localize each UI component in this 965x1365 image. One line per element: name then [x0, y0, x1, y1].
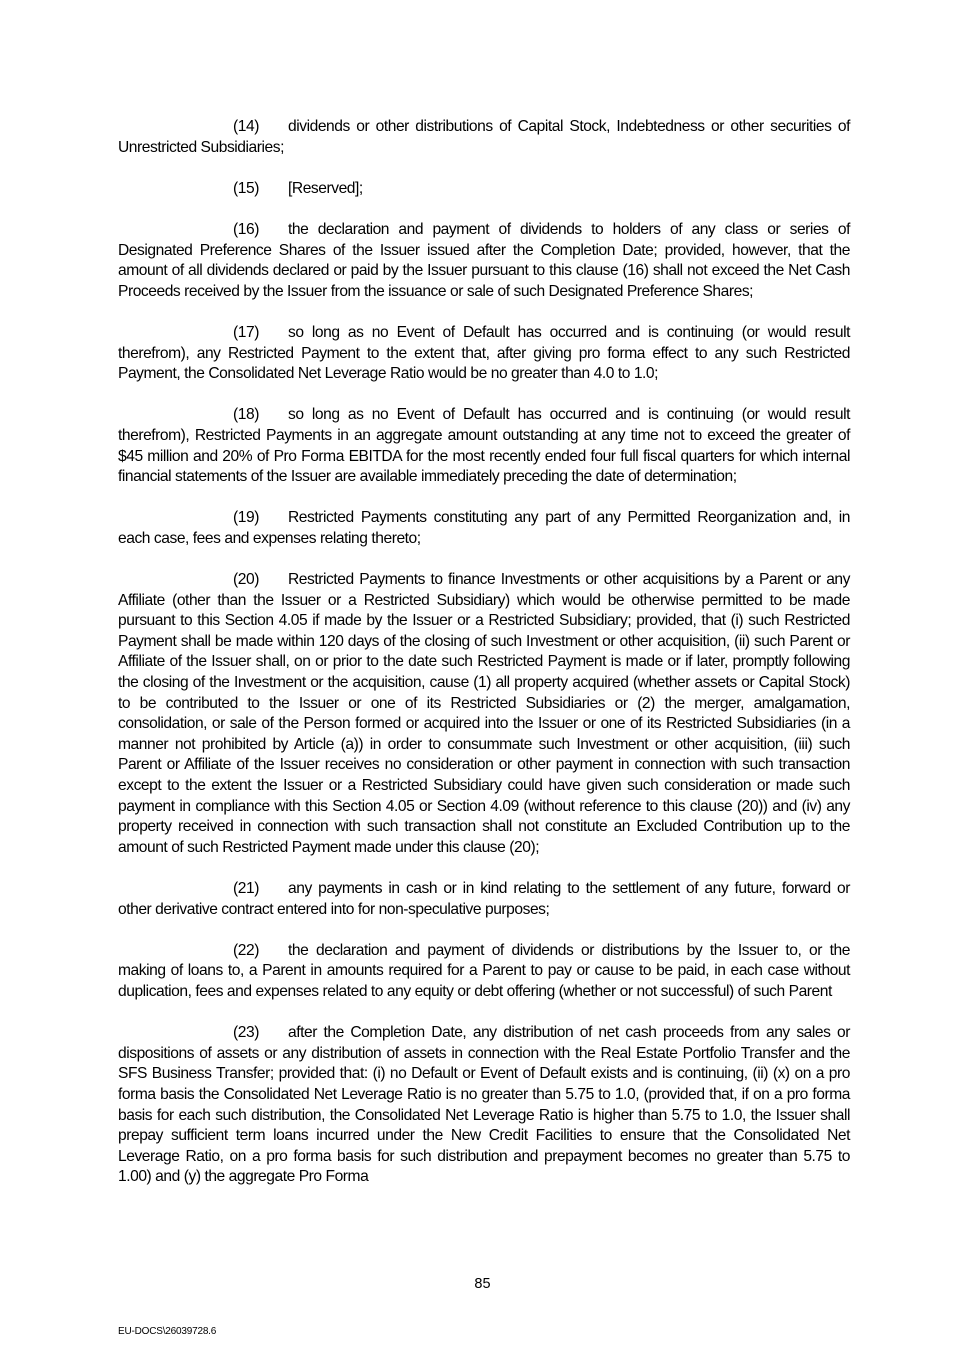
clause-number: (22) — [233, 941, 259, 959]
clause-number: (21) — [233, 879, 259, 897]
clause-number: (19) — [233, 509, 259, 527]
clause-text: after the Completion Date, any distribution of net cash proceeds from any sales or dispositions of assets or any distribution of assets in connection with the Real Estate Portfolio Transfer and the SFS Business Transfer; provided that: (i) no Default or Event of Default exists and is continuing, (ii) (x) on a pro forma basis the Consolidated Net Leverage Ratio is no greater than 5.75 to 1.0, (provided that, if on a pro forma basis for each such distribution, the Consolidated Net Leverage Ratio is higher than 5.75 to 1.0, the Issuer shall prepay sufficient term loans incurred under the New Credit Facilities to ensure that the Consolidated Net Leverage Ratio, on a pro forma basis for such distribution and prepayment becomes no greater than 5.75 to 1.00) and (y) the aggregate Pro Forma — [118, 1024, 850, 1186]
clause-16 — [118, 220, 850, 302]
clause-number: (14) — [233, 118, 259, 135]
clause-number: (17) — [233, 323, 259, 341]
clause-number: (23) — [233, 1024, 259, 1042]
clause-number: (15) — [233, 179, 259, 197]
clause-18 — [118, 405, 850, 487]
clause-number: (20) — [233, 571, 259, 589]
clause-text: Restricted Payments constituting any part of any Permitted Reorganization and, in each case, fees and expenses relating thereto; — [118, 509, 850, 547]
clause-21 — [118, 879, 850, 920]
clause-15 — [118, 179, 850, 200]
clause-text: any payments in cash or in kind relating to the settlement of any future, forward or other derivative contract entered into for non-speculative purposes; — [118, 879, 850, 918]
clause-text: so long as no Event of Default has occurred and is continuing (or would result therefrom), any Restricted Payment to the extent that, after giving pro forma effect to any such Restricted Payment, the Consolidated Net Leverage Ratio would be no greater than 4.0 to 1.0; — [118, 323, 850, 383]
clause-text: the declaration and payment of dividends or distributions by the Issuer to, or the making of loans to, a Parent in amounts required for a Parent to pay or cause to be paid, in each case without duplication, fees and expenses related to any equity or debt offering (whether or not successful) of such Parent — [118, 941, 850, 1000]
clause-text: Restricted Payments to finance Investments or other acquisitions by a Parent or any Affiliate (other than the Issuer or a Restricted Subsidiary) which would be otherwise permitted to be made pursuant to this Section 4.05 if made by the Issuer or a Restricted Subsidiary; provided, that (i) such Restricted Payment shall be made within 120 days of the closing of such Investment or other acquisition, (ii) such Parent or Affiliate of the Issuer shall, on or prior to the date such Restricted Payment is made or if later, promptly following the closing of the Investment or the acquisition, cause (1) all property acquired (whether assets or Capital Stock) to be contributed to the Issuer or one of its Restricted Subsidiaries or (2) the merger, amalgamation, consolidation, or sale of the Person formed or acquired into the Issuer or one of its Restricted Subsidiaries (in a manner not prohibited by Article (a)) in order to consummate such Investment or other acquisition, (iii) such Parent or Affiliate of the Issuer receives no consideration or other payment in connection with such transaction except to the extent the Issuer or a Restricted Subsidiary could have given such consideration or made such payment in compliance with this Section 4.05 or Section 4.09 (without reference to this clause (20)) and (iv) any property received in connection with such transaction shall not constitute an Excluded Contribution up to the amount of such Restricted Payment made under this clause (20); — [118, 571, 850, 856]
document-reference: EU-DOCS\26039728.6 — [118, 1326, 217, 1337]
clause-20 — [118, 570, 850, 858]
clause-text: the declaration and payment of dividends to holders of any class or series of Designated Preference Shares of the Issuer issued after the Completion Date; provided, however, that the amount of all dividends declared or paid by the Issuer pursuant to this clause (16) shall not exceed the Net Cash Proceeds received by the Issuer from the issuance or sale of such Designated Preference Shares; — [118, 220, 850, 300]
clause-text: so long as no Event of Default has occurred and is continuing (or would result therefrom), Restricted Payments in an aggregate amount outstanding at any time not to exceed the greater of $45 million and 20% of Pro Forma EBITDA for the most recently ended four full fiscal quarters for which internal financial statements of the Issuer are available immediately preceding the date of determination; — [118, 406, 850, 486]
clause-number: (16) — [233, 220, 259, 238]
page-number: 85 — [474, 1276, 491, 1292]
clause-list — [118, 117, 850, 1188]
clause-14 — [118, 117, 850, 158]
clause-text: dividends or other distributions of Capital Stock, Indebtedness or other securities of Unrestricted Subsidiaries; — [118, 118, 850, 156]
clause-19 — [118, 508, 850, 549]
clause-number: (18) — [233, 406, 259, 424]
clause-23 — [118, 1023, 850, 1188]
clause-22 — [118, 941, 850, 1003]
clause-17 — [118, 323, 850, 385]
clause-text: [Reserved]; — [288, 179, 363, 197]
